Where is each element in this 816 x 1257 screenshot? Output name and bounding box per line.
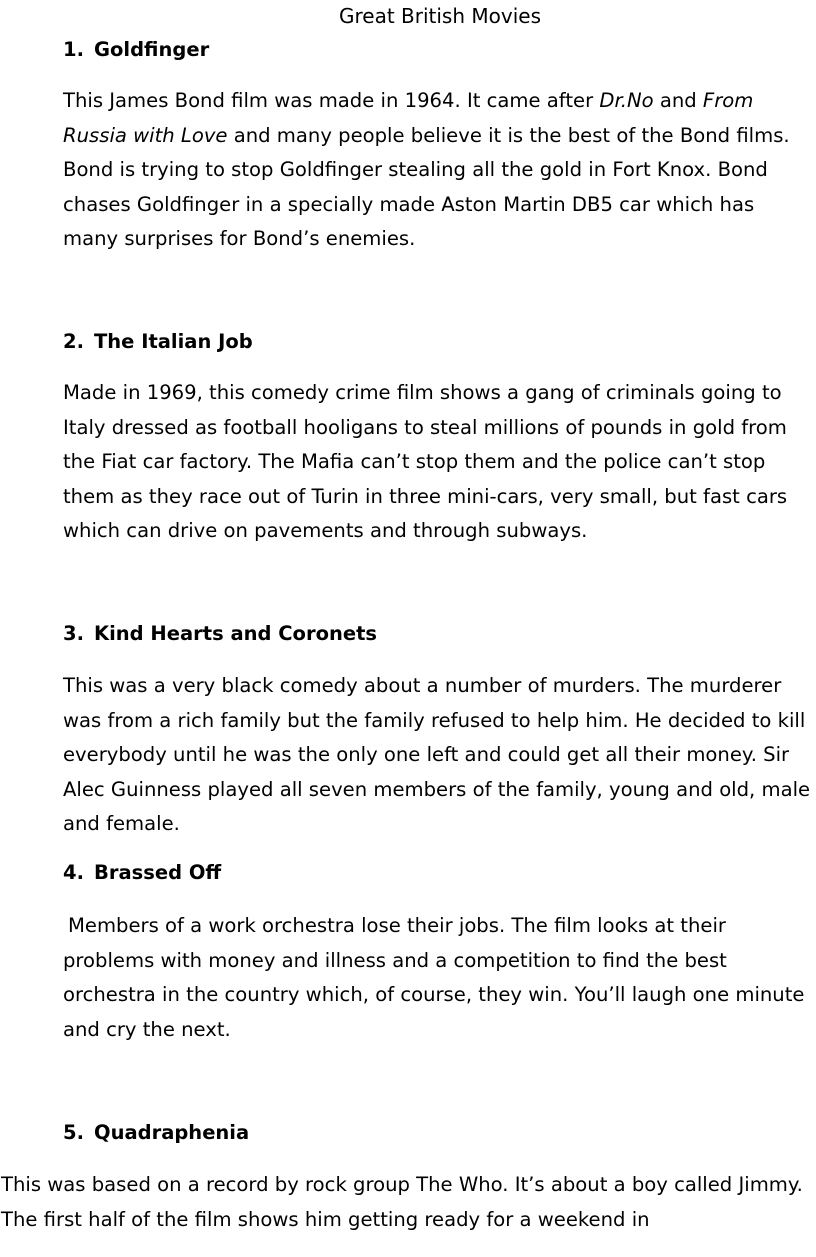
paragraph-line: and cry the next. <box>63 1017 231 1041</box>
paragraph-line: Bond is trying to stop Goldfinger stealing all the gold in Fort Knox. Bond <box>63 158 768 181</box>
paragraph-line: Alec Guinness played all seven members of the family, young and old, male <box>63 777 811 801</box>
section-body-kind-hearts <box>63 669 816 842</box>
section-number: 2. <box>63 330 84 353</box>
paragraph-line: Made in 1969, this comedy crime film shows a gang of criminals going to <box>63 381 782 404</box>
paragraph-line: This was based on a record by rock group The Who. It’s about a boy called Jimmy. <box>1 1173 803 1196</box>
text-run: and <box>653 89 703 112</box>
italic-title-dr-no: Dr.No <box>599 89 654 112</box>
paragraph-line <box>63 84 816 119</box>
section-number: 3. <box>63 622 84 645</box>
paragraph-line: them as they race out of Turin in three mini-cars, very small, but fast cars <box>63 484 788 508</box>
section-heading-brassed-off <box>63 860 221 886</box>
section-title: Kind Hearts and Coronets <box>94 622 378 645</box>
section-title: Goldfinger <box>94 38 210 61</box>
paragraph-line: The first half of the film shows him getting ready for a weekend in <box>1 1207 650 1231</box>
paragraph-line: and female. <box>63 812 180 835</box>
paragraph-line: the Fiat car factory. The Mafia can’t stop them and the police can’t stop <box>63 450 766 473</box>
section-body-quadraphenia <box>1 1168 803 1237</box>
paragraph-line: many surprises for Bond’s enemies. <box>63 227 416 250</box>
paragraph-line: Members of a work orchestra lose their jobs. The film looks at their <box>68 914 726 937</box>
paragraph-line: This was a very black comedy about a number of murders. The murderer <box>63 674 782 697</box>
text-run: and many people believe it is the best of the Bond films. <box>227 123 790 147</box>
section-number: 1. <box>63 38 84 61</box>
paragraph-line <box>63 119 816 154</box>
paragraph-line: Italy dressed as football hooligans to steal millions of pounds in gold from <box>63 415 787 439</box>
document-title: Great British Movies <box>338 4 541 28</box>
section-heading-kind-hearts <box>63 621 377 647</box>
section-body-brassed-off <box>63 909 816 1047</box>
section-number: 4. <box>63 861 84 884</box>
section-title: Quadraphenia <box>94 1121 250 1144</box>
section-title: The Italian Job <box>94 330 253 353</box>
paragraph-line: was from a rich family but the family refused to help him. He decided to kill <box>63 708 806 732</box>
section-body-goldfinger <box>63 84 816 257</box>
paragraph-line: everybody until he was the only one left and could get all their money. Sir <box>63 743 790 766</box>
section-heading-quadraphenia <box>63 1120 249 1146</box>
italic-title-russia-with-love: Russia with Love <box>63 123 228 147</box>
italic-title-from: From <box>702 89 754 112</box>
paragraph-line: problems with money and illness and a competition to find the best <box>63 948 727 972</box>
paragraph-line: orchestra in the country which, of course, they win. You’ll laugh one minute <box>63 983 805 1006</box>
section-heading-italian-job <box>63 329 253 355</box>
paragraph-line: which can drive on pavements and through subways. <box>63 519 588 542</box>
text-run: This James Bond film was made in 1964. It came after <box>63 89 600 112</box>
section-heading-goldfinger <box>63 37 209 63</box>
section-title: Brassed Off <box>94 861 222 884</box>
paragraph-line: chases Goldfinger in a specially made Aston Martin DB5 car which has <box>63 192 755 216</box>
section-body-italian-job <box>63 376 816 549</box>
section-number: 5. <box>63 1121 84 1144</box>
